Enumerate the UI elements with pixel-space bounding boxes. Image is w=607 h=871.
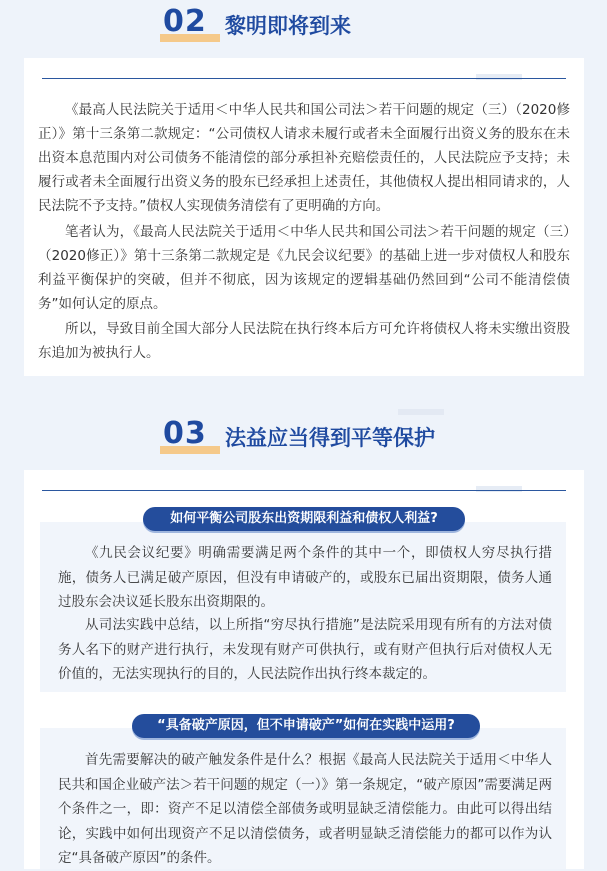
divider-rule bbox=[42, 490, 566, 491]
question-pill: 如何平衡公司股东出资期限利益和债权人利益? bbox=[143, 507, 465, 531]
rule-tab bbox=[476, 74, 522, 80]
section-number: 03 bbox=[163, 416, 207, 451]
paragraph: 所以，导致目前全国大部分人民法院在执行终本后方可允许将债权人将未实缴出资股东追加为被执行人。 bbox=[38, 321, 570, 361]
section-title: 法益应当得到平等保护 bbox=[225, 426, 435, 450]
section-title: 黎明即将到来 bbox=[225, 14, 351, 38]
paragraph: 《九民会议纪要》明确需要满足两个条件的其中一个，即债权人穷尽执行措施，债务人已满足破产原因，但没有申请破产的，或股东已届出资期限，债务人通过股东会决议延长股东出资期限的。 bbox=[58, 545, 552, 610]
question-pill: “具备破产原因，但不申请破产”如何在实践中运用? bbox=[132, 714, 480, 738]
section-02-header bbox=[0, 0, 607, 50]
paragraph: 从司法实践中总结，以上所指“穷尽执行措施”是法院采用现有所有的方法对债务人名下的财产进行执行，未发现有财产可供执行，或有财产但执行后对债权人无价值的，无法实现执行的目的，人民法院作出执行终本裁定的。 bbox=[58, 617, 552, 682]
paragraph: 《最高人民法院关于适用＜中华人民共和国公司法＞若干问题的规定（三）（2020修正）》第十三条第二款规定：“公司债权人请求未履行或者未全面履行出资义务的股东在未出资本息范围内对公司债务不能清偿的部分承担补充赔偿责任的，人民法院应予支持；未履行或者未全面履行出资义务的股东已经承担上述责任，其他债权人提出相同请求的，人民法院不予支持。”债权人实现债务清偿有了更明确的方向。 bbox=[38, 102, 570, 214]
paragraph: 首先需要解决的破产触发条件是什么？根据《最高人民法院关于适用＜中华人民共和国企业破产法＞若干问题的规定（一）》第一条规定，“破产原因”需要满足两个条件之一，即：资产不足以清偿全部债务或明显缺乏清偿能力。由此可以得出结论，实践中如何出现资产不足以清偿债务，或者明显缺乏清偿能力的都可以作为认定“具备破产原因”的条件。 bbox=[58, 752, 552, 866]
section-03-header bbox=[0, 412, 607, 462]
rule-tab bbox=[476, 486, 522, 492]
paragraph: 笔者认为，《最高人民法院关于适用＜中华人民共和国公司法＞若干问题的规定（三）（2020修正）》第十三条第二款规定是《九民会议纪要》的基础上进一步对债权人和股东利益平衡保护的突破，但并不彻底，因为该规定的逻辑基础仍然回到“公司不能清偿债务”如何认定的原点。 bbox=[38, 224, 570, 312]
section-number: 02 bbox=[163, 4, 207, 39]
divider-rule bbox=[42, 78, 566, 79]
rule-tab bbox=[398, 409, 444, 415]
